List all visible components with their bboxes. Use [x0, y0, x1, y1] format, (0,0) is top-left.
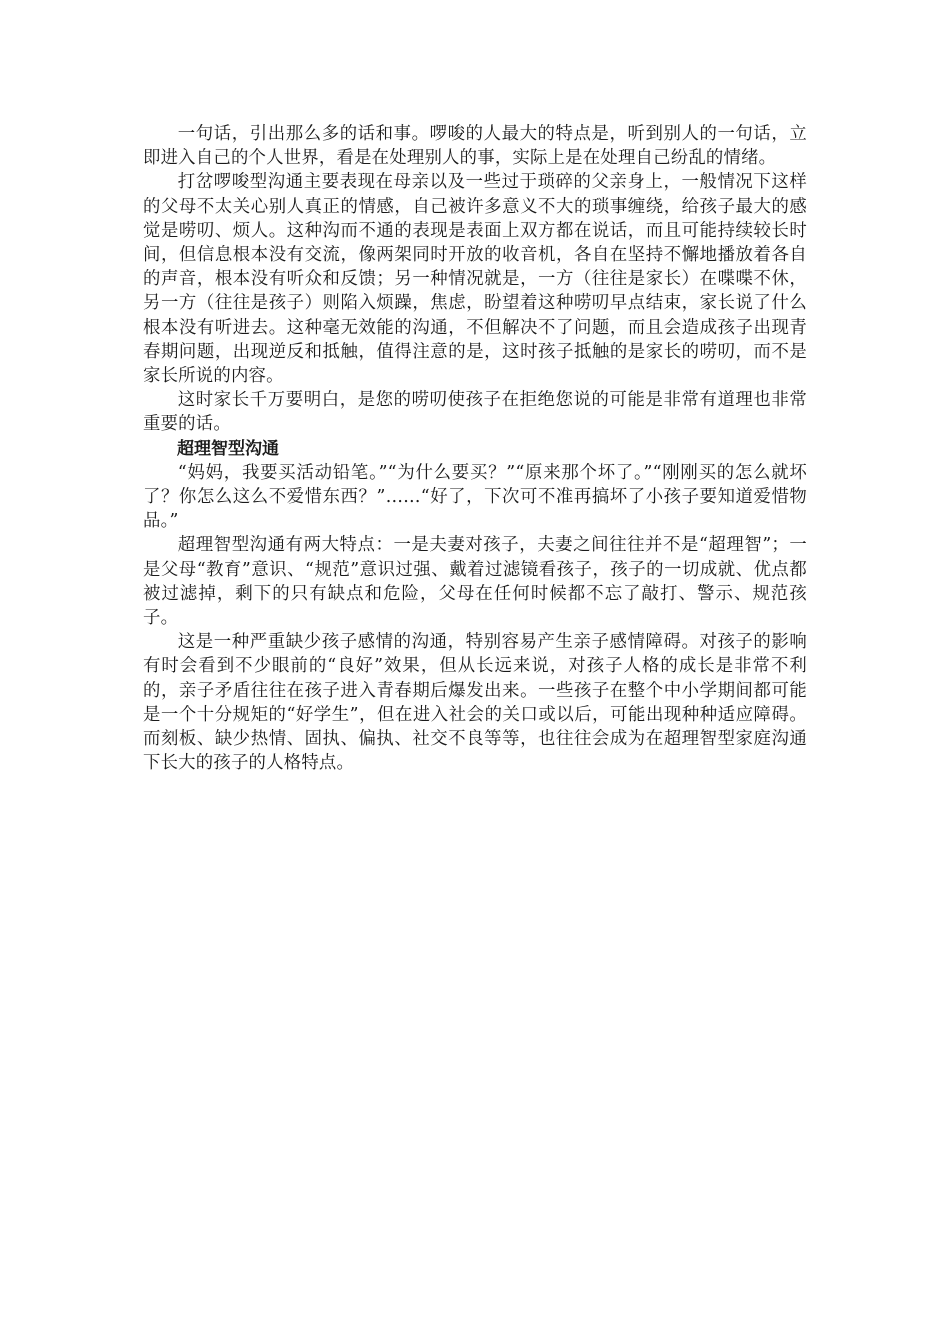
- paragraph-dialogue-example: “妈妈，我要买活动铅笔。”“为什么要买？”“原来那个坏了。”“刚刚买的怎么就坏了？你怎么这么不爱惜东西？”……“好了，下次可不准再搞坏了小孩子要知道爱惜物品。”: [143, 462, 807, 532]
- paragraph-intro: 一句话，引出那么多的话和事。啰唆的人最大的特点是，听到别人的一句话，立即进入自己的个人世界，看是在处理别人的事，实际上是在处理自己纷乱的情绪。: [143, 124, 807, 169]
- paragraph-two-features: 超理智型沟通有两大特点：一是夫妻对孩子，夫妻之间往往并不是“超理智”；一是父母“教育”意识、“规范”意识过强、戴着过滤镜看孩子，孩子的一切成就、优点都被过滤掉，剩下的只有缺点和危险，父母在任何时候都不忘了敲打、警示、规范孩子。: [143, 535, 807, 629]
- paragraph-parent-advice: 这时家长千万要明白，是您的唠叨使孩子在拒绝您说的可能是非常有道理也非常重要的话。: [143, 390, 807, 435]
- paragraph-effects: 这是一种严重缺少孩子感情的沟通，特别容易产生亲子感情障碍。对孩子的影响有时会看到不少眼前的“良好”效果，但从长远来说，对孩子人格的成长是非常不利的，亲子矛盾往往在孩子进入青春期后爆发出来。一些孩子在整个中小学期间都可能是一个十分规矩的“好学生”，但在进入社会的关口或以后，可能出现种种适应障碍。而刻板、缺少热情、固执、偏执、社交不良等等，也往往会成为在超理智型家庭沟通下长大的孩子的人格特点。: [143, 632, 807, 774]
- section-heading: 超理智型沟通: [177, 438, 279, 459]
- paragraph-nagging-communication: 打岔啰唆型沟通主要表现在母亲以及一些过于琐碎的父亲身上，一般情况下这样的父母不太关心别人真正的情感，自己被许多意义不大的琐事缠绕，给孩子最大的感觉是唠叨、烦人。这种沟而不通的表现是表面上双方都在说话，而且可能持续较长时间，但信息根本没有交流，像两架同时开放的收音机，各自在坚持不懈地播放着各自的声音，根本没有听众和反馈；另一种情况就是，一方（往往是家长）在喋喋不休，另一方（往往是孩子）则陷入烦躁，焦虑，盼望着这种唠叨早点结束，家长说了什么根本没有听进去。这种毫无效能的沟通，不但解决不了问题，而且会造成孩子出现青春期问题，出现逆反和抵触，值得注意的是，这时孩子抵触的是家长的唠叨，而不是家长所说的内容。: [143, 172, 807, 387]
- document-body: [143, 122, 807, 775]
